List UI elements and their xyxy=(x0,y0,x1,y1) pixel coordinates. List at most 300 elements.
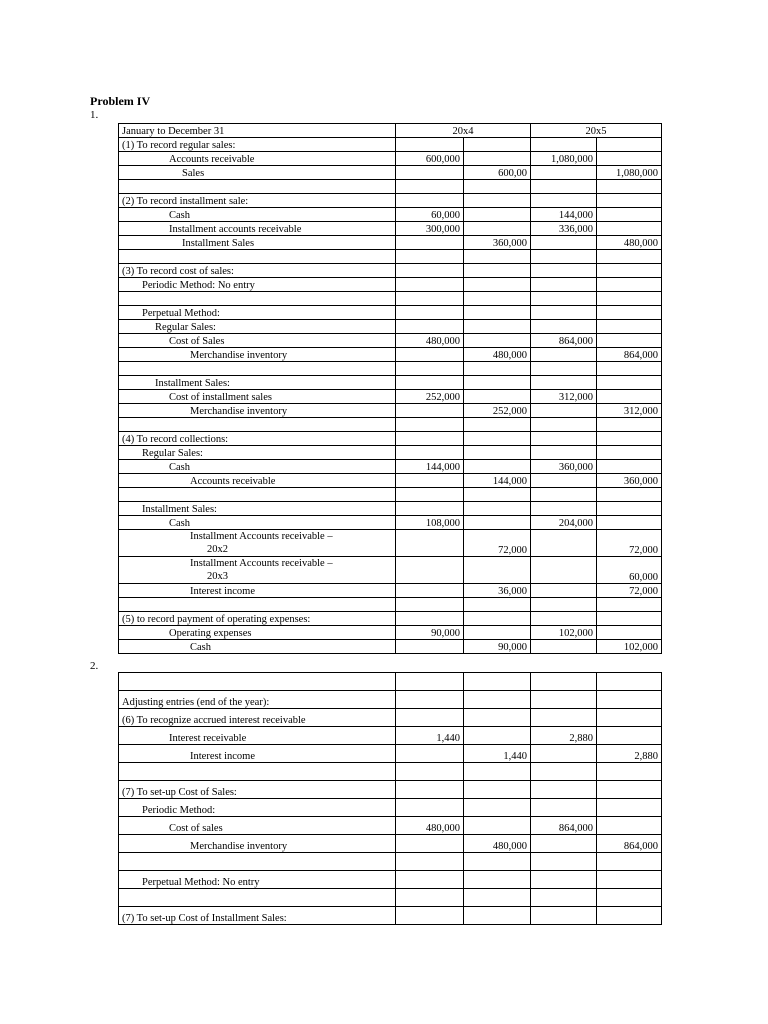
table-row xyxy=(119,516,662,530)
debit-20x5-cell xyxy=(531,584,597,598)
debit-20x5-cell xyxy=(531,474,597,488)
credit-20x5-cell xyxy=(597,138,662,152)
journal-entries-table xyxy=(118,123,662,654)
table-row xyxy=(119,236,662,250)
account-label xyxy=(119,817,396,835)
debit-20x4-cell xyxy=(396,236,464,250)
credit-20x4-cell xyxy=(464,264,531,278)
credit-20x4-cell xyxy=(464,362,531,376)
debit-20x4-cell xyxy=(396,292,464,306)
debit-20x5-cell xyxy=(531,166,597,180)
credit-20x5-cell: 72,000 xyxy=(597,584,662,598)
debit-20x4-cell: 90,000 xyxy=(396,626,464,640)
debit-20x5-cell xyxy=(531,598,597,612)
debit-20x5-cell: 360,000 xyxy=(531,460,597,474)
debit-20x4-cell: 300,000 xyxy=(396,222,464,236)
account-label xyxy=(119,871,396,889)
debit-20x4-cell xyxy=(396,488,464,502)
credit-20x4-cell: 252,000 xyxy=(464,404,531,418)
account-text: Perpetual Method: xyxy=(142,308,220,319)
account-text: Installment Sales: xyxy=(155,378,230,389)
credit-20x5-cell xyxy=(597,446,662,460)
credit-20x5-cell xyxy=(597,278,662,292)
account-label xyxy=(119,264,396,278)
account-label xyxy=(119,763,396,781)
debit-20x5-cell xyxy=(531,781,597,799)
debit-20x5-cell xyxy=(531,320,597,334)
credit-20x4-cell xyxy=(464,320,531,334)
table-row xyxy=(119,278,662,292)
problem-heading: Problem IV xyxy=(90,94,151,108)
credit-20x5-cell xyxy=(597,460,662,474)
debit-20x5-cell xyxy=(531,446,597,460)
debit-20x5-cell xyxy=(531,250,597,264)
debit-20x4-cell xyxy=(396,194,464,208)
debit-20x4-cell xyxy=(396,907,464,925)
account-text: Merchandise inventory xyxy=(190,406,288,417)
account-label xyxy=(119,612,396,626)
table-row xyxy=(119,853,662,871)
debit-20x5-cell xyxy=(531,673,597,691)
debit-20x5-cell: 864,000 xyxy=(531,334,597,348)
account-label xyxy=(119,727,396,745)
debit-20x5-cell xyxy=(531,835,597,853)
credit-20x4-cell xyxy=(464,817,531,835)
table-row xyxy=(119,306,662,320)
credit-20x4-cell: 360,000 xyxy=(464,236,531,250)
debit-20x4-cell xyxy=(396,530,464,557)
table-row xyxy=(119,460,662,474)
table-row xyxy=(119,194,662,208)
credit-20x4-cell: 480,000 xyxy=(464,348,531,362)
credit-20x5-cell xyxy=(597,152,662,166)
account-text: Regular Sales: xyxy=(155,322,216,333)
credit-20x4-cell xyxy=(464,138,531,152)
credit-20x5-cell: 312,000 xyxy=(597,404,662,418)
account-text: Cost of installment sales xyxy=(169,392,272,403)
credit-20x4-cell xyxy=(464,376,531,390)
debit-20x5-cell xyxy=(531,763,597,781)
account-label xyxy=(119,320,396,334)
debit-20x4-cell: 252,000 xyxy=(396,390,464,404)
debit-20x5-cell xyxy=(531,853,597,871)
table-row xyxy=(119,138,662,152)
year-20x5-header: 20x5 xyxy=(531,124,662,138)
credit-20x5-cell: 480,000 xyxy=(597,236,662,250)
credit-20x5-cell xyxy=(597,853,662,871)
debit-20x4-cell xyxy=(396,584,464,598)
account-text: Cash xyxy=(169,462,190,473)
account-label xyxy=(119,745,396,763)
credit-20x5-cell xyxy=(597,418,662,432)
table-row xyxy=(119,488,662,502)
credit-20x5-cell xyxy=(597,432,662,446)
debit-20x5-cell xyxy=(531,348,597,362)
credit-20x4-cell: 600,00 xyxy=(464,166,531,180)
debit-20x5-cell: 144,000 xyxy=(531,208,597,222)
credit-20x4-cell xyxy=(464,502,531,516)
credit-20x5-cell xyxy=(597,306,662,320)
credit-20x5-cell: 360,000 xyxy=(597,474,662,488)
account-text: Cost of sales xyxy=(169,823,223,834)
credit-20x4-cell xyxy=(464,709,531,727)
credit-20x5-cell xyxy=(597,180,662,194)
account-label xyxy=(119,250,396,264)
debit-20x4-cell xyxy=(396,640,464,654)
credit-20x5-cell xyxy=(597,390,662,404)
credit-20x4-cell xyxy=(464,691,531,709)
credit-20x4-cell xyxy=(464,390,531,404)
account-text: Cash xyxy=(169,518,190,529)
table-row xyxy=(119,474,662,488)
credit-20x4-cell xyxy=(464,727,531,745)
credit-20x4-cell xyxy=(464,889,531,907)
debit-20x5-cell xyxy=(531,640,597,654)
credit-20x4-cell xyxy=(464,292,531,306)
account-text: Cash xyxy=(169,210,190,221)
debit-20x5-cell xyxy=(531,502,597,516)
account-label xyxy=(119,306,396,320)
debit-20x4-cell xyxy=(396,889,464,907)
table-row xyxy=(119,362,662,376)
account-label xyxy=(119,460,396,474)
account-text: Accounts receivable xyxy=(169,154,255,165)
credit-20x5-cell: 102,000 xyxy=(597,640,662,654)
debit-20x5-cell xyxy=(531,432,597,446)
table-row xyxy=(119,446,662,460)
credit-20x4-cell xyxy=(464,194,531,208)
credit-20x4-cell: 1,440 xyxy=(464,745,531,763)
table-row xyxy=(119,208,662,222)
debit-20x5-cell xyxy=(531,278,597,292)
debit-20x4-cell: 600,000 xyxy=(396,152,464,166)
debit-20x4-cell: 480,000 xyxy=(396,817,464,835)
table-row xyxy=(119,907,662,925)
credit-20x5-cell: 864,000 xyxy=(597,348,662,362)
table-row xyxy=(119,390,662,404)
account-text: (1) To record regular sales: xyxy=(122,140,236,151)
debit-20x4-cell xyxy=(396,320,464,334)
debit-20x4-cell xyxy=(396,432,464,446)
credit-20x4-cell xyxy=(464,673,531,691)
credit-20x5-cell xyxy=(597,194,662,208)
credit-20x4-cell: 144,000 xyxy=(464,474,531,488)
debit-20x4-cell xyxy=(396,799,464,817)
credit-20x4-cell: 90,000 xyxy=(464,640,531,654)
debit-20x5-cell: 312,000 xyxy=(531,390,597,404)
debit-20x4-cell xyxy=(396,691,464,709)
debit-20x5-cell: 102,000 xyxy=(531,626,597,640)
table-row xyxy=(119,502,662,516)
table-row xyxy=(119,334,662,348)
credit-20x4-cell xyxy=(464,432,531,446)
credit-20x5-cell xyxy=(597,222,662,236)
credit-20x4-cell xyxy=(464,208,531,222)
account-text: Installment Accounts receivable – xyxy=(190,558,333,569)
table-row xyxy=(119,264,662,278)
credit-20x4-cell xyxy=(464,871,531,889)
account-text: Installment Sales xyxy=(182,238,255,249)
account-text: Operating expenses xyxy=(169,628,252,639)
account-text: (3) To record cost of sales: xyxy=(122,266,234,277)
debit-20x5-cell xyxy=(531,236,597,250)
account-text: Periodic Method: No entry xyxy=(142,280,255,291)
account-text: Sales xyxy=(182,168,205,179)
debit-20x5-cell xyxy=(531,292,597,306)
debit-20x4-cell xyxy=(396,180,464,194)
account-text-continued: 20x2 xyxy=(207,544,228,555)
account-label xyxy=(119,598,396,612)
debit-20x4-cell xyxy=(396,306,464,320)
debit-20x4-cell xyxy=(396,376,464,390)
account-label xyxy=(119,236,396,250)
debit-20x5-cell xyxy=(531,691,597,709)
account-text: (4) To record collections: xyxy=(122,434,229,445)
account-label xyxy=(119,138,396,152)
credit-20x5-cell xyxy=(597,817,662,835)
account-label xyxy=(119,691,396,709)
account-label xyxy=(119,799,396,817)
account-label xyxy=(119,502,396,516)
debit-20x4-cell xyxy=(396,835,464,853)
account-label xyxy=(119,781,396,799)
credit-20x4-cell: 480,000 xyxy=(464,835,531,853)
debit-20x5-cell xyxy=(531,418,597,432)
account-label xyxy=(119,626,396,640)
account-label xyxy=(119,390,396,404)
account-label xyxy=(119,907,396,925)
credit-20x4-cell xyxy=(464,278,531,292)
account-label xyxy=(119,446,396,460)
debit-20x4-cell: 60,000 xyxy=(396,208,464,222)
table-row xyxy=(119,166,662,180)
account-label xyxy=(119,334,396,348)
credit-20x5-cell xyxy=(597,376,662,390)
credit-20x4-cell xyxy=(464,418,531,432)
table-row xyxy=(119,222,662,236)
account-text: Regular Sales: xyxy=(142,448,203,459)
table-row xyxy=(119,673,662,691)
table-row xyxy=(119,871,662,889)
credit-20x5-cell xyxy=(597,626,662,640)
adjusting-entries-table xyxy=(118,672,662,925)
debit-20x5-cell xyxy=(531,612,597,626)
debit-20x5-cell xyxy=(531,362,597,376)
debit-20x4-cell xyxy=(396,446,464,460)
account-text: Installment Sales: xyxy=(142,504,217,515)
credit-20x4-cell xyxy=(464,799,531,817)
table-row xyxy=(119,432,662,446)
account-label xyxy=(119,432,396,446)
debit-20x4-cell xyxy=(396,673,464,691)
credit-20x5-cell: 60,000 xyxy=(597,557,662,584)
credit-20x5-cell: 2,880 xyxy=(597,745,662,763)
account-label xyxy=(119,376,396,390)
account-label xyxy=(119,889,396,907)
credit-20x5-cell xyxy=(597,612,662,626)
credit-20x5-cell xyxy=(597,250,662,264)
account-text: (6) To recognize accrued interest receivable xyxy=(122,715,306,726)
credit-20x4-cell xyxy=(464,626,531,640)
debit-20x5-cell xyxy=(531,799,597,817)
account-label xyxy=(119,362,396,376)
credit-20x4-cell xyxy=(464,180,531,194)
table-header-row xyxy=(119,124,662,138)
account-label xyxy=(119,673,396,691)
credit-20x4-cell xyxy=(464,306,531,320)
account-label xyxy=(119,278,396,292)
credit-20x4-cell xyxy=(464,446,531,460)
credit-20x5-cell xyxy=(597,799,662,817)
credit-20x5-cell xyxy=(597,334,662,348)
credit-20x4-cell xyxy=(464,250,531,264)
account-text: (2) To record installment sale: xyxy=(122,196,249,207)
table-row xyxy=(119,763,662,781)
account-label xyxy=(119,530,396,557)
debit-20x5-cell: 1,080,000 xyxy=(531,152,597,166)
account-text: Interest income xyxy=(190,586,256,597)
account-text: Accounts receivable xyxy=(190,476,276,487)
table-row xyxy=(119,404,662,418)
account-label xyxy=(119,292,396,306)
debit-20x4-cell xyxy=(396,278,464,292)
credit-20x4-cell xyxy=(464,612,531,626)
account-label xyxy=(119,853,396,871)
debit-20x4-cell xyxy=(396,138,464,152)
account-text-continued: 20x3 xyxy=(207,571,228,582)
debit-20x4-cell xyxy=(396,264,464,278)
table-row xyxy=(119,691,662,709)
debit-20x4-cell xyxy=(396,745,464,763)
debit-20x4-cell xyxy=(396,781,464,799)
debit-20x5-cell: 2,880 xyxy=(531,727,597,745)
account-text: Cost of Sales xyxy=(169,336,225,347)
account-text: Cash xyxy=(190,642,211,653)
debit-20x4-cell xyxy=(396,362,464,376)
account-text: Adjusting entries (end of the year): xyxy=(122,697,270,708)
table-row xyxy=(119,626,662,640)
account-label xyxy=(119,166,396,180)
debit-20x4-cell xyxy=(396,348,464,362)
table-row xyxy=(119,180,662,194)
credit-20x4-cell xyxy=(464,907,531,925)
account-label xyxy=(119,557,396,584)
table-row xyxy=(119,320,662,334)
table-row xyxy=(119,418,662,432)
table-row xyxy=(119,745,662,763)
credit-20x5-cell xyxy=(597,781,662,799)
debit-20x5-cell xyxy=(531,889,597,907)
credit-20x4-cell: 36,000 xyxy=(464,584,531,598)
credit-20x4-cell: 72,000 xyxy=(464,530,531,557)
account-label xyxy=(119,222,396,236)
account-text: Installment Accounts receivable – xyxy=(190,531,333,542)
debit-20x4-cell xyxy=(396,418,464,432)
account-label xyxy=(119,152,396,166)
debit-20x5-cell xyxy=(531,376,597,390)
credit-20x5-cell xyxy=(597,488,662,502)
debit-20x4-cell xyxy=(396,404,464,418)
table-row xyxy=(119,530,662,557)
credit-20x5-cell xyxy=(597,763,662,781)
credit-20x5-cell xyxy=(597,292,662,306)
credit-20x4-cell xyxy=(464,763,531,781)
period-header: January to December 31 xyxy=(119,124,396,138)
credit-20x5-cell xyxy=(597,691,662,709)
account-label xyxy=(119,488,396,502)
credit-20x4-cell xyxy=(464,781,531,799)
credit-20x5-cell xyxy=(597,727,662,745)
debit-20x4-cell xyxy=(396,763,464,781)
debit-20x5-cell xyxy=(531,709,597,727)
credit-20x4-cell xyxy=(464,557,531,584)
credit-20x5-cell xyxy=(597,907,662,925)
account-label xyxy=(119,194,396,208)
debit-20x4-cell xyxy=(396,612,464,626)
account-label xyxy=(119,404,396,418)
debit-20x4-cell xyxy=(396,250,464,264)
year-20x4-header: 20x4 xyxy=(396,124,531,138)
credit-20x5-cell xyxy=(597,502,662,516)
credit-20x5-cell xyxy=(597,871,662,889)
debit-20x4-cell xyxy=(396,502,464,516)
credit-20x5-cell xyxy=(597,516,662,530)
credit-20x4-cell xyxy=(464,516,531,530)
credit-20x5-cell xyxy=(597,889,662,907)
part-2-number: 2. xyxy=(90,660,99,672)
debit-20x5-cell xyxy=(531,264,597,278)
account-text: Periodic Method: xyxy=(142,805,216,816)
part-1-number: 1. xyxy=(90,109,99,121)
table-row xyxy=(119,598,662,612)
account-label xyxy=(119,640,396,654)
account-label xyxy=(119,709,396,727)
debit-20x4-cell xyxy=(396,871,464,889)
table-row xyxy=(119,250,662,264)
debit-20x5-cell: 336,000 xyxy=(531,222,597,236)
credit-20x5-cell: 1,080,000 xyxy=(597,166,662,180)
table-row xyxy=(119,640,662,654)
debit-20x4-cell xyxy=(396,853,464,871)
credit-20x5-cell xyxy=(597,264,662,278)
debit-20x5-cell xyxy=(531,557,597,584)
table-row xyxy=(119,612,662,626)
debit-20x4-cell xyxy=(396,709,464,727)
debit-20x4-cell: 144,000 xyxy=(396,460,464,474)
debit-20x4-cell xyxy=(396,557,464,584)
table-row xyxy=(119,584,662,598)
credit-20x4-cell xyxy=(464,598,531,612)
account-text: Merchandise inventory xyxy=(190,350,288,361)
credit-20x5-cell: 864,000 xyxy=(597,835,662,853)
account-label xyxy=(119,835,396,853)
account-text: (5) to record payment of operating expenses: xyxy=(122,614,311,625)
debit-20x5-cell xyxy=(531,306,597,320)
credit-20x4-cell xyxy=(464,488,531,502)
table-row xyxy=(119,348,662,362)
account-label xyxy=(119,180,396,194)
account-text: Interest receivable xyxy=(169,733,247,744)
debit-20x5-cell xyxy=(531,138,597,152)
debit-20x5-cell xyxy=(531,194,597,208)
account-text: (7) To set-up Cost of Sales: xyxy=(122,787,237,798)
debit-20x4-cell: 480,000 xyxy=(396,334,464,348)
credit-20x5-cell xyxy=(597,320,662,334)
account-label xyxy=(119,208,396,222)
credit-20x4-cell xyxy=(464,460,531,474)
table-row xyxy=(119,292,662,306)
credit-20x5-cell xyxy=(597,673,662,691)
